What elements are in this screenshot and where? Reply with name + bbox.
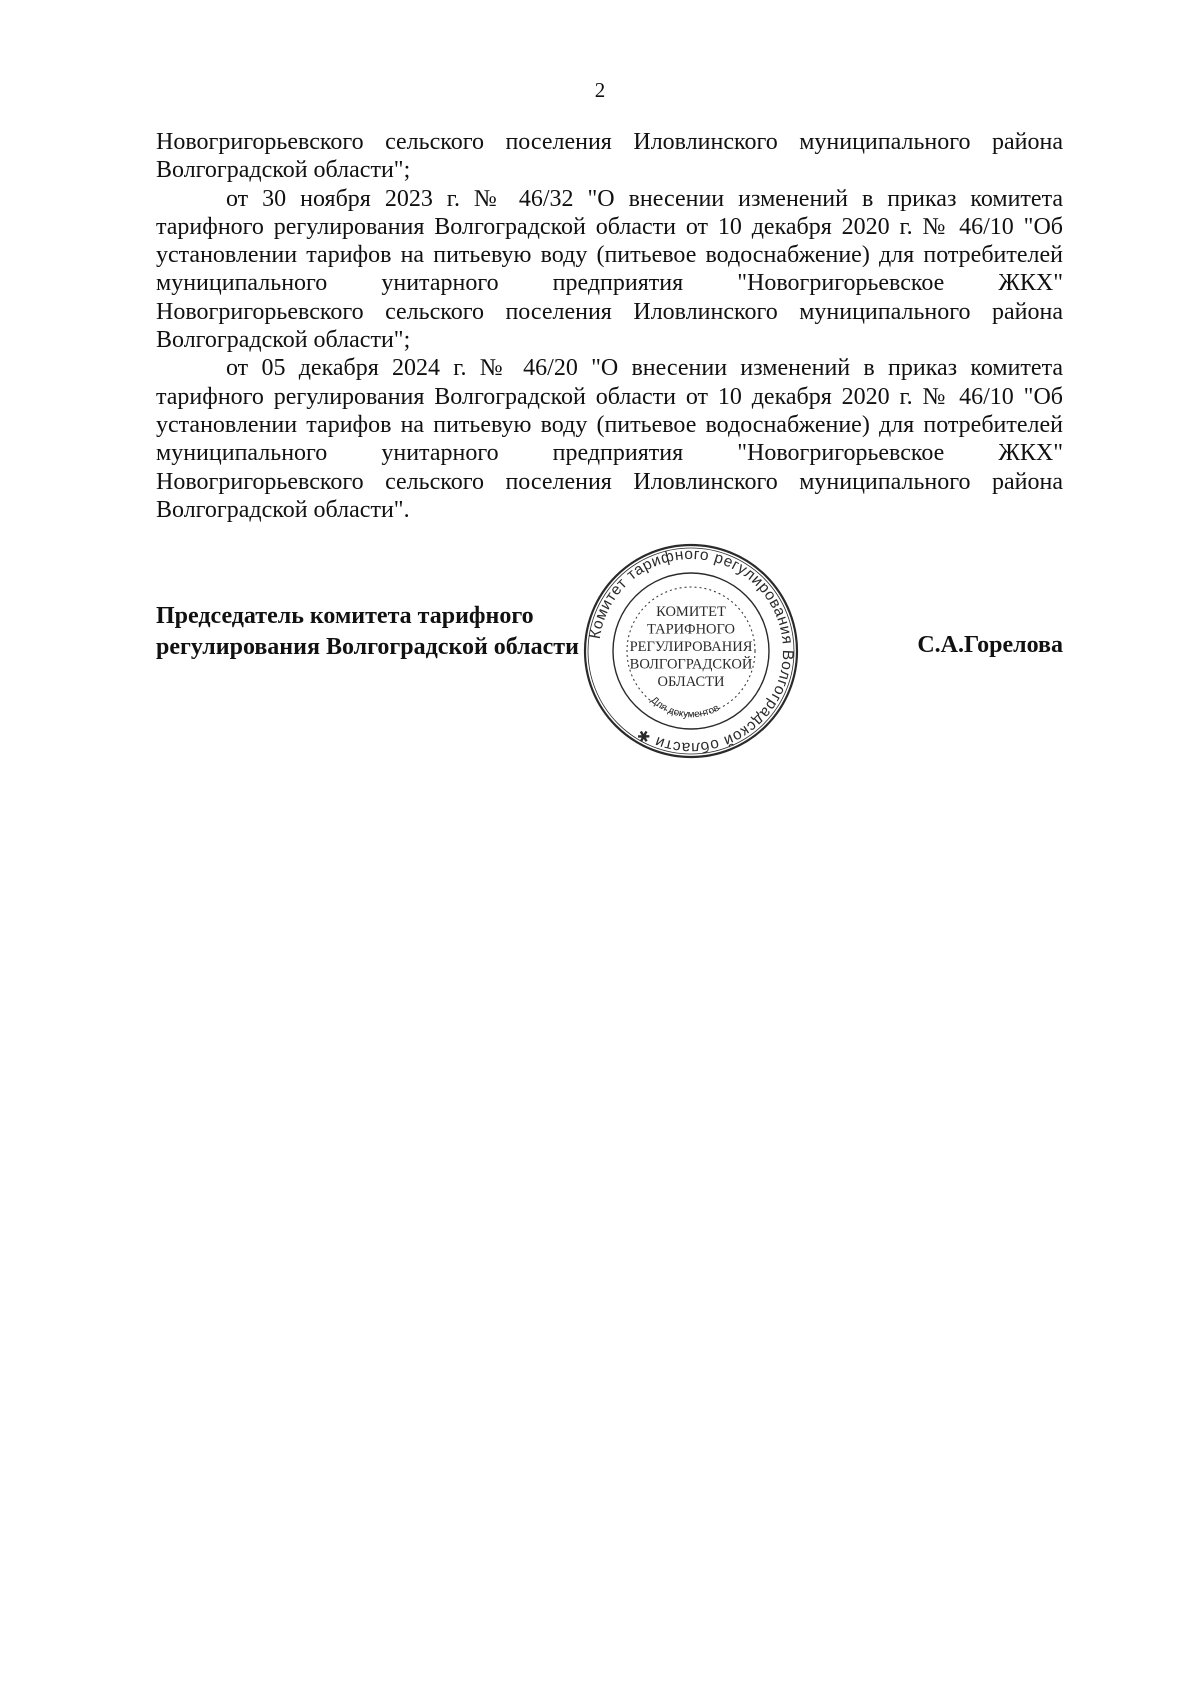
seal-graphic [582,542,800,760]
seal-inner-arc-text: Для документов [648,694,722,721]
signatory-position [156,601,596,663]
paragraph-order-2024: от 05 декабря 2024 г. № 46/20 "О внесении изменений в приказ комитета тарифного регулирования Волгоградской области от 10 декабря 2020 г. № 46/10 "Об установлении тарифов на питьевую воду (питьевое водоснабжение) для потребителей муниципального унитарного предприятия "Новогригорьевское ЖКХ" Новогригорьевского сельского поселения Иловлинского муниципального района Волгоградской области". [156,355,1063,523]
seal-center-text [630,604,753,690]
seal-center-line: РЕГУЛИРОВАНИЯ [629,639,753,655]
page-number: 2 [594,78,606,102]
seal-center-line: ТАРИФНОГО [646,621,736,638]
seal-center-line: ОБЛАСТИ [657,674,725,690]
signatory-position-line-1: Председатель комитета тарифного [156,603,534,629]
document-body [156,128,1063,524]
seal-center-line: КОМИТЕТ [656,604,726,620]
signatory-name: С.А.Горелова [917,632,1063,658]
seal-center-line: ВОЛГОГРАДСКОЙ [629,656,753,673]
seal-outer-text: Комитет тарифного регулирования Волгоградской области ✱ [586,545,797,757]
signatory-position-line-2: регулирования Волгоградской области [156,634,579,660]
official-seal-stamp [582,542,800,760]
paragraph-order-2023: от 30 ноября 2023 г. № 46/32 "О внесении изменений в приказ комитета тарифного регулирования Волгоградской области от 10 декабря 2020 г. № 46/10 "Об установлении тарифов на питьевую воду (питьевое водоснабжение) для потребителей муниципального унитарного предприятия "Новогригорьевское ЖКХ" Новогригорьевского сельского поселения Иловлинского муниципального района Волгоградской области"; [156,185,1063,354]
paragraph-continuation: Новогригорьевского сельского поселения Иловлинского муниципального района Волгоградской области"; [156,129,1063,184]
